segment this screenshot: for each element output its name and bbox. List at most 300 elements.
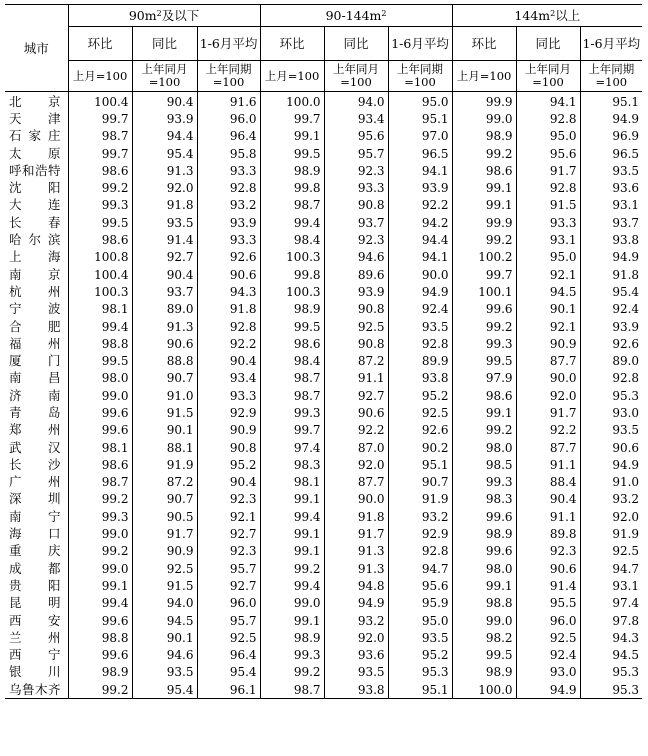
index-value: 95.1 [580, 92, 642, 111]
index-value: 95.4 [132, 681, 197, 699]
index-value: 98.1 [68, 439, 132, 456]
index-value: 94.5 [580, 647, 642, 664]
index-value: 98.4 [260, 352, 324, 369]
index-value: 92.5 [580, 543, 642, 560]
index-value: 93.3 [516, 214, 580, 231]
city-name: 成都 [9, 560, 61, 576]
index-value: 99.7 [452, 266, 516, 283]
index-value: 99.9 [452, 92, 516, 111]
index-value: 99.0 [68, 560, 132, 577]
city-name: 昆明 [9, 595, 61, 611]
ytd-avg-header: 1-6月平均 [388, 27, 452, 61]
group-header-medium-label: $90-144m^2$ [325, 8, 387, 23]
index-value: 95.7 [197, 560, 260, 577]
index-value: 96.0 [197, 595, 260, 612]
index-value: 93.2 [197, 197, 260, 214]
index-value: 95.4 [197, 664, 260, 681]
index-value: 98.0 [452, 560, 516, 577]
index-value: 87.2 [132, 474, 197, 491]
index-value: 90.4 [516, 491, 580, 508]
index-value: 94.6 [132, 647, 197, 664]
index-value: 99.3 [260, 404, 324, 421]
index-value: 92.3 [324, 162, 388, 179]
index-value: 95.1 [388, 110, 452, 127]
table-row [5, 439, 642, 456]
table-row [5, 387, 642, 404]
city-name: 武汉 [9, 439, 61, 455]
index-value: 99.8 [260, 179, 324, 196]
table-row [5, 335, 642, 352]
index-value: 100.1 [452, 283, 516, 300]
base-same-month-last-year: 上年同月=100 [324, 61, 388, 92]
city-name: 济南 [9, 387, 61, 403]
index-value: 99.5 [68, 352, 132, 369]
index-value: 100.2 [452, 249, 516, 266]
index-value: 99.1 [260, 612, 324, 629]
index-value: 95.7 [197, 612, 260, 629]
table-row [5, 352, 642, 369]
index-value: 99.7 [68, 110, 132, 127]
index-value: 92.7 [132, 249, 197, 266]
index-value: 92.3 [197, 491, 260, 508]
city-name: 石家庄 [9, 128, 61, 144]
index-value: 100.4 [68, 92, 132, 111]
index-value: 93.7 [324, 214, 388, 231]
index-value: 95.0 [516, 128, 580, 145]
index-value: 91.8 [197, 301, 260, 318]
index-value: 97.4 [260, 439, 324, 456]
index-value: 100.3 [260, 249, 324, 266]
index-value: 91.0 [132, 387, 197, 404]
index-value: 99.0 [452, 612, 516, 629]
index-value: 92.0 [516, 387, 580, 404]
table-row [5, 283, 642, 300]
index-value: 99.4 [68, 595, 132, 612]
index-value: 98.5 [452, 456, 516, 473]
city-name: 贵阳 [9, 577, 61, 593]
index-value: 98.9 [452, 128, 516, 145]
base-same-month-last-year: 上年同月=100 [516, 61, 580, 92]
index-value: 90.6 [516, 560, 580, 577]
index-value: 93.5 [388, 629, 452, 646]
index-value: 95.3 [580, 387, 642, 404]
index-value: 92.2 [324, 422, 388, 439]
index-value: 93.5 [388, 318, 452, 335]
index-value: 91.1 [516, 508, 580, 525]
index-value: 99.6 [68, 647, 132, 664]
index-value: 98.6 [68, 231, 132, 248]
index-value: 99.6 [452, 543, 516, 560]
index-value: 93.8 [388, 370, 452, 387]
index-value: 90.8 [324, 335, 388, 352]
index-value: 91.8 [580, 266, 642, 283]
index-value: 98.7 [260, 197, 324, 214]
table-row [5, 664, 642, 681]
index-value: 92.0 [324, 456, 388, 473]
group-header-small-label: $90m^2$及以下 [128, 8, 200, 23]
index-value: 89.0 [132, 301, 197, 318]
index-value: 92.0 [132, 179, 197, 196]
table-body [5, 92, 642, 699]
index-value: 95.3 [580, 664, 642, 681]
index-value: 100.0 [452, 681, 516, 699]
index-value: 99.2 [452, 231, 516, 248]
index-value: 95.3 [580, 681, 642, 699]
city-name: 长春 [9, 214, 61, 230]
index-value: 91.5 [132, 404, 197, 421]
index-value: 94.0 [324, 92, 388, 111]
index-value: 98.8 [452, 595, 516, 612]
index-value: 92.5 [324, 318, 388, 335]
index-value: 94.9 [580, 110, 642, 127]
index-value: 99.5 [68, 214, 132, 231]
index-value: 99.2 [260, 664, 324, 681]
index-value: 93.4 [324, 110, 388, 127]
index-value: 99.8 [260, 266, 324, 283]
index-value: 99.3 [452, 474, 516, 491]
index-value: 91.9 [132, 456, 197, 473]
index-value: 93.2 [324, 612, 388, 629]
index-value: 92.5 [516, 629, 580, 646]
city-name: 呼和浩特 [9, 162, 61, 178]
index-value: 99.2 [68, 491, 132, 508]
index-value: 98.0 [452, 439, 516, 456]
city-name: 青岛 [9, 404, 61, 420]
base-same-period-last-year: 上年同期=100 [197, 61, 260, 92]
index-value: 94.8 [324, 577, 388, 594]
index-value: 99.2 [68, 543, 132, 560]
index-value: 93.5 [580, 422, 642, 439]
index-value: 93.5 [132, 214, 197, 231]
index-value: 95.9 [388, 595, 452, 612]
city-name: 海口 [9, 526, 61, 542]
city-name: 上海 [9, 249, 61, 265]
table-row [5, 577, 642, 594]
index-value: 98.6 [68, 456, 132, 473]
table-row [5, 474, 642, 491]
index-value: 92.4 [516, 647, 580, 664]
index-value: 98.2 [452, 629, 516, 646]
index-value: 92.6 [580, 335, 642, 352]
index-value: 100.3 [260, 283, 324, 300]
index-value: 91.8 [132, 197, 197, 214]
index-value: 99.2 [452, 145, 516, 162]
index-value: 92.3 [324, 231, 388, 248]
index-value: 93.3 [324, 179, 388, 196]
index-value: 94.6 [324, 249, 388, 266]
index-value: 90.8 [197, 439, 260, 456]
index-value: 99.4 [260, 508, 324, 525]
index-value: 98.7 [260, 387, 324, 404]
index-value: 99.7 [68, 145, 132, 162]
index-value: 98.0 [68, 370, 132, 387]
index-value: 91.9 [388, 491, 452, 508]
index-value: 95.4 [132, 145, 197, 162]
city-name: 哈尔滨 [9, 232, 61, 248]
index-value: 92.5 [132, 560, 197, 577]
index-value: 91.7 [516, 404, 580, 421]
index-value: 92.2 [388, 197, 452, 214]
index-value: 94.5 [132, 612, 197, 629]
index-value: 92.7 [197, 525, 260, 542]
yoy-header: 同比 [324, 27, 388, 61]
index-value: 97.0 [388, 128, 452, 145]
index-value: 99.1 [260, 128, 324, 145]
index-value: 94.7 [388, 560, 452, 577]
index-value: 92.6 [197, 249, 260, 266]
table-row [5, 231, 642, 248]
index-value: 96.4 [197, 647, 260, 664]
index-value: 95.2 [388, 387, 452, 404]
index-value: 93.1 [516, 231, 580, 248]
index-value: 87.2 [324, 352, 388, 369]
index-value: 90.6 [580, 439, 642, 456]
index-value: 95.0 [388, 612, 452, 629]
index-value: 99.5 [260, 318, 324, 335]
index-value: 92.1 [516, 318, 580, 335]
base-last-month: 上月=100 [452, 61, 516, 92]
index-value: 90.0 [388, 266, 452, 283]
table-row [5, 629, 642, 646]
index-value: 98.1 [68, 301, 132, 318]
index-value: 92.3 [516, 543, 580, 560]
index-value: 100.0 [260, 92, 324, 111]
index-value: 99.3 [260, 647, 324, 664]
index-value: 90.7 [388, 474, 452, 491]
index-value: 98.7 [68, 474, 132, 491]
index-value: 93.0 [580, 404, 642, 421]
index-value: 87.7 [516, 352, 580, 369]
table-row [5, 422, 642, 439]
city-name: 郑州 [9, 422, 61, 438]
index-value: 90.6 [132, 335, 197, 352]
index-value: 95.2 [388, 647, 452, 664]
group-header-large-label: $144m^2$以上 [514, 8, 581, 23]
city-name: 大连 [9, 197, 61, 213]
index-value: 91.0 [580, 474, 642, 491]
index-value: 93.5 [324, 664, 388, 681]
index-value: 93.3 [197, 387, 260, 404]
index-value: 98.9 [260, 629, 324, 646]
ytd-avg-header: 1-6月平均 [580, 27, 642, 61]
index-value: 96.5 [388, 145, 452, 162]
index-value: 92.8 [197, 318, 260, 335]
city-name: 乌鲁木齐 [9, 681, 61, 697]
index-value: 99.1 [260, 491, 324, 508]
index-value: 94.9 [580, 249, 642, 266]
index-value: 90.6 [197, 266, 260, 283]
yoy-header: 同比 [132, 27, 197, 61]
table-row [5, 128, 642, 145]
index-value: 99.5 [260, 145, 324, 162]
index-value: 98.4 [260, 231, 324, 248]
index-value: 92.3 [197, 543, 260, 560]
index-value: 91.3 [132, 162, 197, 179]
index-value: 91.8 [324, 508, 388, 525]
index-value: 92.0 [580, 508, 642, 525]
mom-header: 环比 [68, 27, 132, 61]
index-value: 92.8 [516, 179, 580, 196]
index-value: 92.4 [580, 301, 642, 318]
index-value: 99.0 [260, 595, 324, 612]
index-value: 97.4 [580, 595, 642, 612]
table-row [5, 370, 642, 387]
index-value: 95.0 [388, 92, 452, 111]
index-value: 95.6 [324, 128, 388, 145]
index-value: 93.6 [324, 647, 388, 664]
index-value: 96.5 [580, 145, 642, 162]
index-value: 93.3 [197, 231, 260, 248]
index-value: 91.3 [324, 560, 388, 577]
city-name: 兰州 [9, 629, 61, 645]
city-name: 厦门 [9, 353, 61, 369]
city-name: 北京 [9, 93, 61, 109]
index-value: 95.1 [388, 456, 452, 473]
table-row [5, 543, 642, 560]
index-value: 99.4 [260, 577, 324, 594]
city-name: 重庆 [9, 543, 61, 559]
index-value: 95.5 [516, 595, 580, 612]
index-value: 93.6 [580, 179, 642, 196]
index-value: 91.1 [516, 456, 580, 473]
index-value: 94.4 [132, 128, 197, 145]
table-row [5, 318, 642, 335]
city-name: 西安 [9, 612, 61, 628]
city-name: 天津 [9, 110, 61, 126]
table-row [5, 491, 642, 508]
index-value: 91.4 [132, 231, 197, 248]
index-value: 99.6 [68, 404, 132, 421]
index-value: 90.2 [388, 439, 452, 456]
index-value: 99.0 [68, 387, 132, 404]
group-header-small [68, 5, 260, 27]
table-row [5, 525, 642, 542]
index-value: 93.8 [580, 231, 642, 248]
table-row [5, 301, 642, 318]
index-value: 95.1 [388, 681, 452, 699]
index-value: 99.6 [452, 508, 516, 525]
index-value: 92.2 [516, 422, 580, 439]
index-value: 92.1 [197, 508, 260, 525]
index-value: 98.7 [260, 681, 324, 699]
index-value: 89.9 [388, 352, 452, 369]
index-value: 90.7 [132, 370, 197, 387]
index-value: 94.3 [580, 629, 642, 646]
table-row [5, 145, 642, 162]
group-header-medium [260, 5, 452, 27]
index-value: 99.0 [452, 110, 516, 127]
index-value: 93.8 [324, 681, 388, 699]
index-value: 90.8 [324, 197, 388, 214]
price-index-table [5, 4, 642, 699]
index-value: 99.9 [452, 214, 516, 231]
base-same-period-last-year: 上年同期=100 [388, 61, 452, 92]
index-value: 90.4 [197, 352, 260, 369]
index-value: 90.8 [324, 301, 388, 318]
index-value: 92.2 [197, 335, 260, 352]
index-value: 93.9 [580, 318, 642, 335]
index-value: 93.1 [580, 197, 642, 214]
index-value: 96.0 [516, 612, 580, 629]
index-value: 99.7 [260, 110, 324, 127]
index-value: 92.9 [388, 525, 452, 542]
table-row [5, 249, 642, 266]
index-value: 92.0 [324, 629, 388, 646]
index-value: 99.6 [68, 422, 132, 439]
index-value: 92.7 [324, 387, 388, 404]
table-row [5, 92, 642, 111]
table-row [5, 197, 642, 214]
index-value: 96.1 [197, 681, 260, 699]
index-value: 90.1 [132, 422, 197, 439]
index-value: 90.1 [132, 629, 197, 646]
index-value: 96.9 [580, 128, 642, 145]
index-value: 93.7 [132, 283, 197, 300]
index-value: 100.8 [68, 249, 132, 266]
index-value: 94.1 [388, 249, 452, 266]
index-value: 91.4 [516, 577, 580, 594]
index-value: 91.3 [132, 318, 197, 335]
index-value: 100.4 [68, 266, 132, 283]
city-name: 长沙 [9, 456, 61, 472]
index-value: 92.8 [388, 335, 452, 352]
city-name: 宁波 [9, 301, 61, 317]
index-value: 98.8 [68, 629, 132, 646]
index-value: 89.8 [516, 525, 580, 542]
index-value: 99.3 [68, 508, 132, 525]
index-value: 98.1 [260, 474, 324, 491]
index-value: 98.9 [260, 162, 324, 179]
index-value: 90.6 [324, 404, 388, 421]
index-value: 97.9 [452, 370, 516, 387]
table-row [5, 560, 642, 577]
index-value: 99.3 [452, 335, 516, 352]
city-name: 沈阳 [9, 180, 61, 196]
index-value: 90.9 [197, 422, 260, 439]
base-same-period-last-year: 上年同期=100 [580, 61, 642, 92]
table-row [5, 404, 642, 421]
index-value: 91.9 [580, 525, 642, 542]
index-value: 93.5 [132, 664, 197, 681]
index-value: 98.3 [452, 491, 516, 508]
index-value: 93.9 [388, 179, 452, 196]
index-value: 92.6 [388, 422, 452, 439]
index-value: 99.5 [452, 352, 516, 369]
index-value: 99.2 [452, 422, 516, 439]
index-value: 92.8 [388, 543, 452, 560]
index-value: 98.9 [452, 664, 516, 681]
index-value: 98.6 [68, 162, 132, 179]
index-value: 99.1 [452, 404, 516, 421]
index-value: 94.4 [388, 231, 452, 248]
index-value: 95.6 [388, 577, 452, 594]
index-value: 93.1 [580, 577, 642, 594]
index-value: 95.2 [197, 456, 260, 473]
index-value: 89.0 [580, 352, 642, 369]
index-value: 91.1 [324, 370, 388, 387]
index-value: 92.8 [197, 179, 260, 196]
index-value: 87.0 [324, 439, 388, 456]
index-value: 99.2 [452, 318, 516, 335]
index-value: 94.0 [132, 595, 197, 612]
index-value: 91.7 [324, 525, 388, 542]
index-value: 99.2 [260, 560, 324, 577]
index-value: 87.7 [516, 439, 580, 456]
index-value: 90.1 [516, 301, 580, 318]
index-value: 98.8 [68, 335, 132, 352]
index-value: 98.6 [452, 387, 516, 404]
index-value: 90.9 [132, 543, 197, 560]
